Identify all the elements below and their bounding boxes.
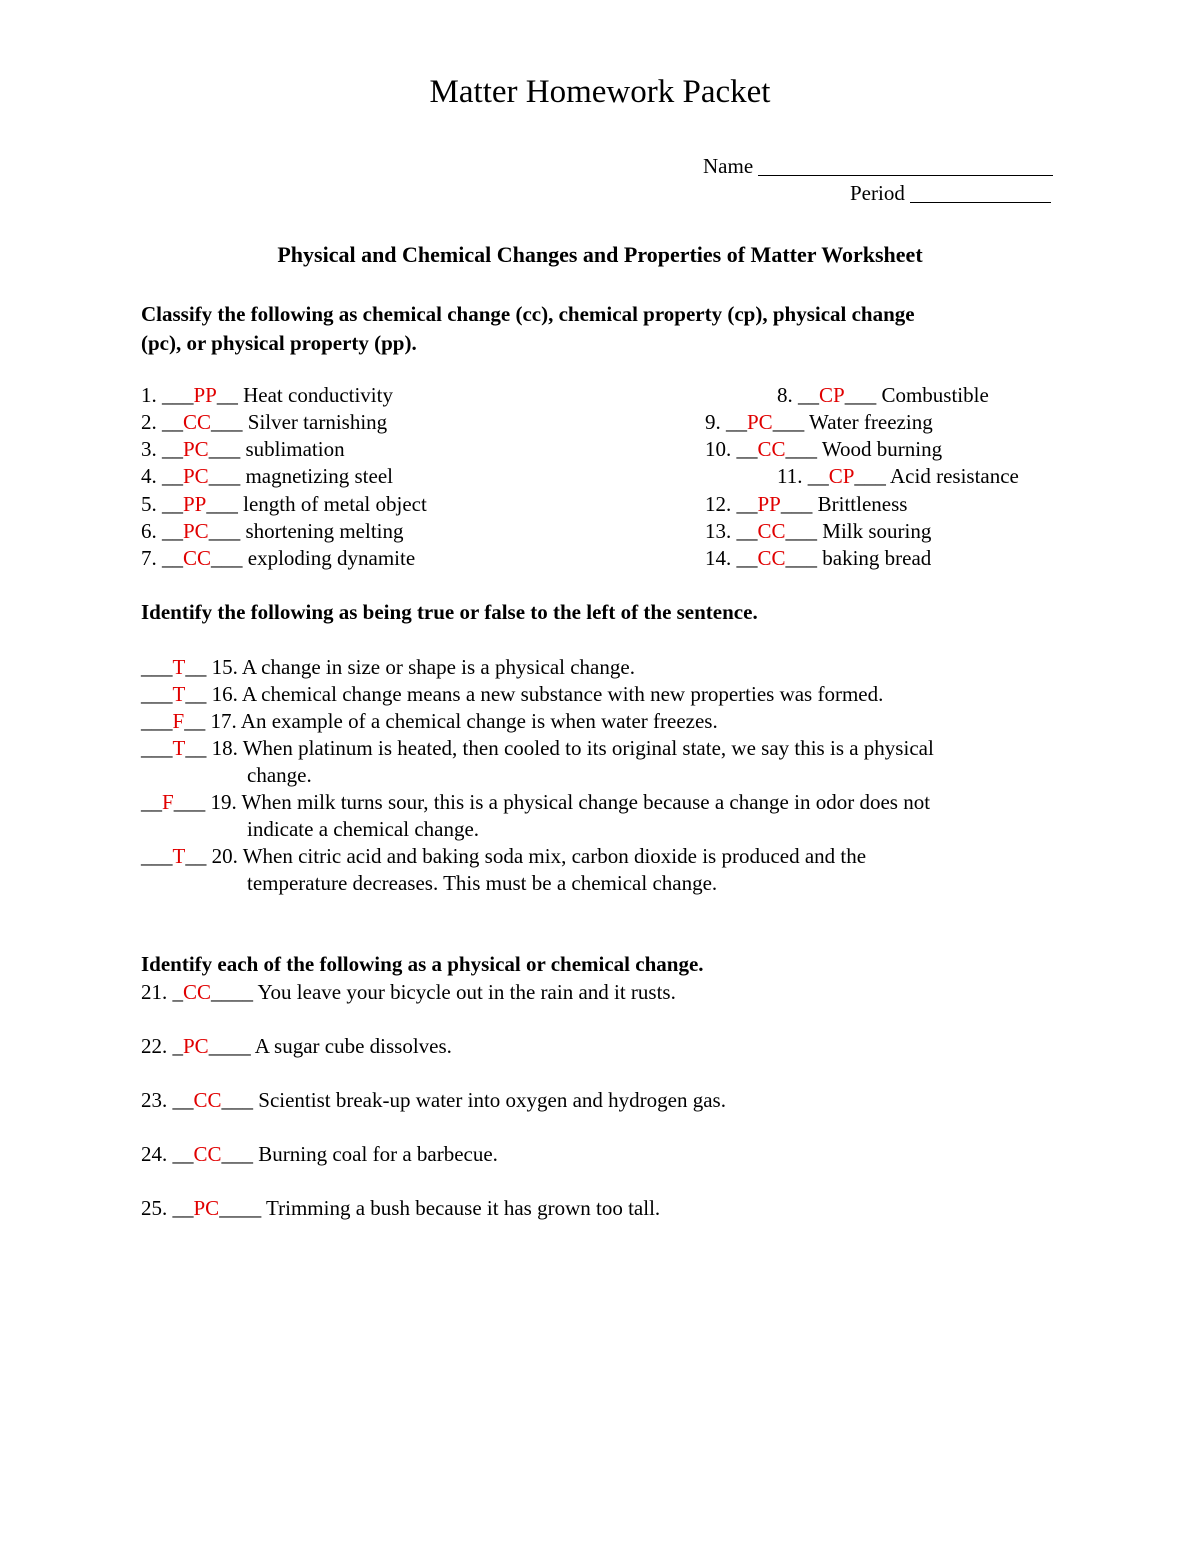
answer-blank-right: ___ [208, 464, 241, 488]
item-text: Silver tarnishing [242, 410, 388, 434]
item-text: magnetizing steel [240, 464, 393, 488]
item-number: 9. [705, 410, 721, 434]
statement-text: 20. When citric acid and baking soda mix, carbon dioxide is produced and the [206, 844, 867, 868]
classify-item [705, 409, 933, 436]
answer[interactable]: CC [757, 546, 786, 570]
statement-text: 18. When platinum is heated, then cooled to its original state, we say this is a physical [206, 736, 934, 760]
period-field [850, 180, 1051, 207]
answer-blank-right: ___ [844, 383, 877, 407]
answer[interactable]: PC [747, 410, 773, 434]
classify-item [141, 545, 415, 572]
answer-blank-left: ___ [141, 844, 173, 868]
answer-blank-left: __ [156, 492, 183, 516]
classify-item [777, 463, 1019, 490]
answer-blank-left: __ [156, 464, 183, 488]
item-text: length of metal object [237, 492, 427, 516]
answer-blank-right: ____ [219, 1196, 262, 1220]
answer-blank-right: __ [185, 655, 207, 679]
answer-blank-right: ___ [785, 519, 818, 543]
name-label: Name [703, 154, 754, 178]
item-number: 25. [141, 1196, 168, 1220]
answer[interactable]: T [172, 655, 186, 679]
change-item [141, 979, 676, 1006]
item-text: Acid resistance [885, 464, 1019, 488]
item-text: exploding dynamite [242, 546, 416, 570]
answer-blank-left: __ [720, 410, 747, 434]
answer-blank-left: ___ [141, 709, 173, 733]
item-number: 21. [141, 980, 168, 1004]
change-item [141, 1195, 660, 1222]
answer-blank-left: __ [802, 464, 829, 488]
answer[interactable]: CC [757, 437, 786, 461]
answer[interactable]: CC [183, 546, 212, 570]
true-false-item [141, 681, 883, 708]
answer-blank-left: __ [167, 1088, 194, 1112]
answer[interactable]: PC [183, 1034, 209, 1058]
answer-blank-right: ___ [785, 437, 818, 461]
answer-blank-left: __ [156, 519, 183, 543]
item-number: 10. [705, 437, 732, 461]
item-text: sublimation [240, 437, 345, 461]
true-false-item [141, 735, 934, 762]
answer-blank-right: ___ [173, 790, 206, 814]
item-number: 13. [705, 519, 732, 543]
classify-item [141, 382, 393, 409]
item-number: 22. [141, 1034, 168, 1058]
answer-blank-right: ___ [208, 519, 241, 543]
section3-instruction: Identify each of the following as a physical or chemical change. [141, 952, 704, 976]
section1-instruction-line2: (pc), or physical property (pp). [141, 331, 417, 355]
answer-blank-left: __ [792, 383, 819, 407]
classify-item [141, 463, 393, 490]
item-number: 14. [705, 546, 732, 570]
item-text: Scientist break-up water into oxygen and hydrogen gas. [253, 1088, 726, 1112]
true-false-item [141, 789, 930, 816]
answer[interactable]: CC [757, 519, 786, 543]
change-item [141, 1141, 498, 1168]
classify-item [705, 545, 931, 572]
answer-blank-left: __ [167, 1142, 194, 1166]
item-text: Milk souring [817, 519, 932, 543]
answer[interactable]: CC [193, 1142, 222, 1166]
item-text: Heat conductivity [237, 383, 393, 407]
answer[interactable]: PC [183, 519, 209, 543]
answer-blank-right: ____ [211, 980, 254, 1004]
classify-item [141, 436, 345, 463]
answer[interactable]: F [172, 709, 185, 733]
answer[interactable]: CP [819, 383, 845, 407]
answer-blank-left: __ [156, 437, 183, 461]
classify-item [705, 436, 942, 463]
answer-blank-right: ___ [211, 410, 243, 434]
page-title: Matter Homework Packet [429, 74, 771, 110]
answer[interactable]: PP [193, 383, 217, 407]
statement-continuation: indicate a chemical change. [247, 817, 480, 841]
answer[interactable]: PC [183, 437, 209, 461]
answer-blank-right: __ [185, 844, 207, 868]
item-number: 12. [705, 492, 732, 516]
answer-blank-right: __ [185, 682, 207, 706]
answer[interactable]: T [172, 736, 186, 760]
item-number: 4. [141, 464, 157, 488]
answer[interactable]: CC [183, 980, 212, 1004]
classify-item [705, 491, 907, 518]
item-text: baking bread [817, 546, 932, 570]
item-text: Water freezing [804, 410, 933, 434]
period-blank[interactable] [910, 182, 1051, 203]
answer[interactable]: CC [183, 410, 212, 434]
answer-blank-right: ___ [206, 492, 238, 516]
item-text: Wood burning [817, 437, 943, 461]
classify-item [141, 491, 427, 518]
answer-blank-left: ___ [156, 383, 194, 407]
period-label: Period [850, 181, 905, 205]
answer-blank-right: ___ [221, 1142, 254, 1166]
answer[interactable]: T [172, 682, 186, 706]
item-number: 3. [141, 437, 157, 461]
answer[interactable]: CC [193, 1088, 222, 1112]
item-text: shortening melting [240, 519, 404, 543]
statement-continuation: change. [247, 763, 312, 787]
true-false-item [141, 708, 718, 735]
answer-blank-right: ___ [772, 410, 805, 434]
change-item [141, 1087, 726, 1114]
item-text: Combustible [876, 383, 989, 407]
true-false-item [141, 654, 635, 681]
answer-blank-left: ___ [141, 655, 173, 679]
answer-blank-right: __ [216, 383, 238, 407]
name-field [703, 153, 1053, 180]
answer[interactable]: PP [757, 492, 781, 516]
true-false-item [141, 843, 866, 870]
item-number: 2. [141, 410, 157, 434]
change-item [141, 1033, 452, 1060]
statement-text: 16. A chemical change means a new substance with new properties was formed. [206, 682, 884, 706]
section1-instruction-line1: Classify the following as chemical change (cc), chemical property (cp), physical change [141, 302, 915, 326]
statement-text: 17. An example of a chemical change is when water freezes. [205, 709, 718, 733]
answer-blank-left: __ [156, 546, 183, 570]
answer-blank-left: _ [167, 980, 183, 1004]
classify-item [705, 518, 931, 545]
answer-blank-left: _ [167, 1034, 183, 1058]
classify-item [777, 382, 989, 409]
statement-text: 19. When milk turns sour, this is a physical change because a change in odor does not [205, 790, 931, 814]
item-number: 11. [777, 464, 803, 488]
answer[interactable]: PP [183, 492, 207, 516]
answer-blank-right: ___ [211, 546, 243, 570]
answer-blank-right: ___ [780, 492, 813, 516]
item-number: 5. [141, 492, 157, 516]
answer[interactable]: T [172, 844, 186, 868]
answer-blank-left: __ [731, 492, 758, 516]
item-text: You leave your bicycle out in the rain and it rusts. [253, 980, 676, 1004]
item-number: 8. [777, 383, 793, 407]
answer-blank-left: __ [731, 546, 758, 570]
item-number: 1. [141, 383, 157, 407]
name-blank[interactable] [758, 155, 1053, 176]
answer-blank-right: ___ [785, 546, 818, 570]
answer[interactable]: CP [828, 464, 855, 488]
item-number: 23. [141, 1088, 168, 1112]
answer[interactable]: F [162, 790, 174, 814]
section2-instruction: Identify the following as being true or false to the left of the sentence. [141, 600, 758, 624]
answer-blank-right: ___ [221, 1088, 254, 1112]
classify-item [141, 518, 404, 545]
item-number: 6. [141, 519, 157, 543]
answer-blank-left: __ [141, 790, 162, 814]
item-text: A sugar cube dissolves. [250, 1034, 452, 1058]
answer-blank-right: __ [185, 736, 207, 760]
item-text: Trimming a bush because it has grown too tall. [261, 1196, 661, 1220]
item-number: 7. [141, 546, 157, 570]
answer-blank-right: ____ [208, 1034, 251, 1058]
answer[interactable]: PC [193, 1196, 220, 1220]
statement-text: 15. A change in size or shape is a physical change. [206, 655, 635, 679]
item-number: 24. [141, 1142, 168, 1166]
worksheet-title: Physical and Chemical Changes and Properties of Matter Worksheet [277, 242, 923, 267]
answer[interactable]: PC [183, 464, 209, 488]
answer-blank-left: __ [731, 437, 758, 461]
statement-continuation: temperature decreases. This must be a chemical change. [247, 871, 718, 895]
answer-blank-left: __ [156, 410, 183, 434]
classify-item [141, 409, 387, 436]
answer-blank-left: ___ [141, 682, 173, 706]
answer-blank-left: __ [731, 519, 758, 543]
answer-blank-right: ___ [208, 437, 241, 461]
answer-blank-left: ___ [141, 736, 173, 760]
item-text: Brittleness [812, 492, 908, 516]
item-text: Burning coal for a barbecue. [253, 1142, 498, 1166]
answer-blank-right: ___ [854, 464, 886, 488]
answer-blank-right: __ [184, 709, 206, 733]
answer-blank-left: __ [167, 1196, 194, 1220]
